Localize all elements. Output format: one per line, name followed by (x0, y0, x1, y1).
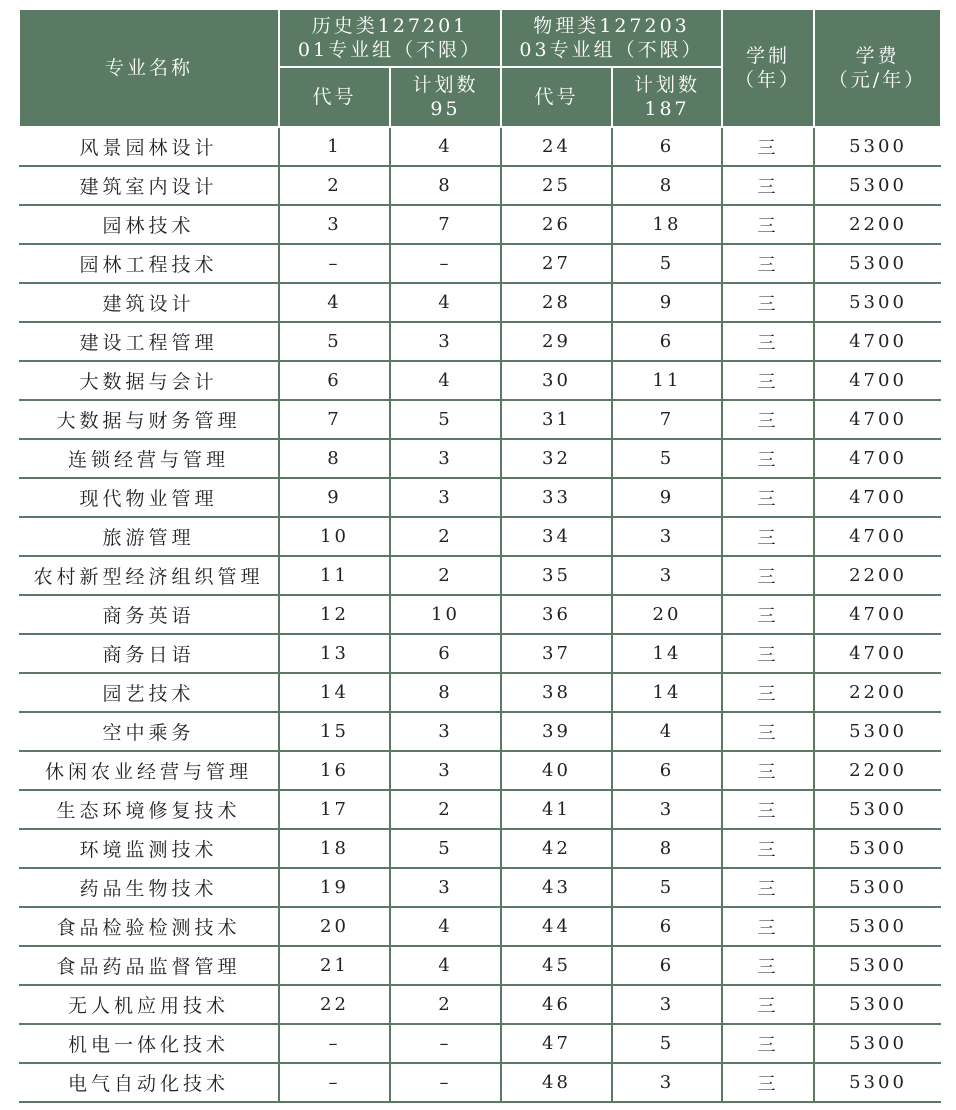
fee-cell: 2200 (814, 205, 941, 244)
history-code-cell: 16 (279, 751, 390, 790)
history-plan-cell: 3 (390, 751, 501, 790)
table-row (19, 244, 941, 283)
years-cell: 三 (722, 556, 814, 595)
history-code-cell: 8 (279, 439, 390, 478)
years-cell: 三 (722, 829, 814, 868)
fee-cell: 4700 (814, 322, 941, 361)
physics-plan-cell: 9 (612, 283, 722, 322)
major-name-cell: 建筑设计 (19, 283, 279, 322)
table-row (19, 283, 941, 322)
major-name-cell: 商务英语 (19, 595, 279, 634)
major-name-cell: 食品药品监督管理 (19, 946, 279, 985)
history-plan-cell: 7 (390, 205, 501, 244)
table-row (19, 595, 941, 634)
fee-cell: 2200 (814, 673, 941, 712)
history-code-cell: – (279, 1024, 390, 1063)
major-name-cell: 休闲农业经营与管理 (19, 751, 279, 790)
history-code-cell: – (279, 1063, 390, 1102)
years-cell: 三 (722, 283, 814, 322)
history-code-cell: 19 (279, 868, 390, 907)
header-physics-group (501, 9, 722, 67)
major-name-cell: 环境监测技术 (19, 829, 279, 868)
table-row (19, 1024, 941, 1063)
table-row (19, 634, 941, 673)
physics-plan-cell: 3 (612, 790, 722, 829)
years-cell: 三 (722, 946, 814, 985)
physics-plan-total: 187 (644, 98, 690, 120)
table-row (19, 673, 941, 712)
table-row (19, 907, 941, 946)
table-row (19, 478, 941, 517)
physics-code-cell: 26 (501, 205, 612, 244)
history-code-cell: 5 (279, 322, 390, 361)
history-plan-cell: 5 (390, 829, 501, 868)
table-row (19, 751, 941, 790)
years-cell: 三 (722, 205, 814, 244)
table-header (19, 9, 941, 127)
history-plan-cell: 4 (390, 907, 501, 946)
physics-code-cell: 28 (501, 283, 612, 322)
fee-cell: 5300 (814, 985, 941, 1024)
fee-cell: 5300 (814, 907, 941, 946)
history-plan-cell: 5 (390, 400, 501, 439)
physics-plan-cell: 11 (612, 361, 722, 400)
header-years (722, 9, 814, 127)
fee-cell: 5300 (814, 790, 941, 829)
history-plan-label: 计划数 (412, 74, 479, 96)
physics-plan-cell: 9 (612, 478, 722, 517)
history-plan-cell: 8 (390, 673, 501, 712)
years-cell: 三 (722, 244, 814, 283)
header-physics-code: 代号 (501, 67, 612, 127)
history-code-cell: 17 (279, 790, 390, 829)
history-plan-cell: 4 (390, 361, 501, 400)
physics-plan-cell: 6 (612, 907, 722, 946)
history-code-cell: 3 (279, 205, 390, 244)
years-cell: 三 (722, 907, 814, 946)
years-cell: 三 (722, 868, 814, 907)
history-code-cell: 2 (279, 166, 390, 205)
physics-plan-cell: 8 (612, 829, 722, 868)
physics-code-cell: 43 (501, 868, 612, 907)
fee-cell: 4700 (814, 400, 941, 439)
years-cell: 三 (722, 985, 814, 1024)
history-code-cell: 7 (279, 400, 390, 439)
physics-plan-cell: 6 (612, 322, 722, 361)
physics-code-cell: 41 (501, 790, 612, 829)
years-cell: 三 (722, 127, 814, 166)
major-name-cell: 建筑室内设计 (19, 166, 279, 205)
physics-code-cell: 38 (501, 673, 612, 712)
history-plan-cell: 3 (390, 322, 501, 361)
fee-cell: 4700 (814, 595, 941, 634)
fee-cell: 2200 (814, 556, 941, 595)
history-plan-cell: 4 (390, 127, 501, 166)
physics-plan-label: 计划数 (633, 74, 700, 96)
table-row (19, 322, 941, 361)
history-code-cell: 1 (279, 127, 390, 166)
years-cell: 三 (722, 361, 814, 400)
physics-plan-cell: 6 (612, 946, 722, 985)
major-name-cell: 生态环境修复技术 (19, 790, 279, 829)
fee-label: 学费 (855, 45, 900, 67)
years-cell: 三 (722, 595, 814, 634)
major-name-cell: 大数据与会计 (19, 361, 279, 400)
years-cell: 三 (722, 751, 814, 790)
fee-cell: 4700 (814, 517, 941, 556)
history-plan-cell: 10 (390, 595, 501, 634)
physics-code-cell: 46 (501, 985, 612, 1024)
fee-cell: 4700 (814, 634, 941, 673)
table-row (19, 127, 941, 166)
physics-code-cell: 48 (501, 1063, 612, 1102)
physics-plan-cell: 14 (612, 634, 722, 673)
physics-code-cell: 32 (501, 439, 612, 478)
years-cell: 三 (722, 673, 814, 712)
history-plan-cell: 2 (390, 985, 501, 1024)
major-name-cell: 风景园林设计 (19, 127, 279, 166)
physics-plan-cell: 3 (612, 556, 722, 595)
physics-group-subtitle: 03专业组（不限） (519, 39, 704, 61)
table-body (19, 127, 941, 1102)
physics-code-cell: 39 (501, 712, 612, 751)
major-name-cell: 食品检验检测技术 (19, 907, 279, 946)
history-plan-cell: 8 (390, 166, 501, 205)
physics-plan-cell: 3 (612, 985, 722, 1024)
years-cell: 三 (722, 517, 814, 556)
fee-cell: 4700 (814, 361, 941, 400)
years-cell: 三 (722, 322, 814, 361)
table-row (19, 517, 941, 556)
major-name-cell: 无人机应用技术 (19, 985, 279, 1024)
table-row (19, 166, 941, 205)
table-row (19, 985, 941, 1024)
major-name-cell: 园艺技术 (19, 673, 279, 712)
major-name-cell: 电气自动化技术 (19, 1063, 279, 1102)
enrollment-plan-table (18, 8, 942, 1103)
physics-plan-cell: 4 (612, 712, 722, 751)
history-plan-cell: – (390, 244, 501, 283)
physics-code-cell: 44 (501, 907, 612, 946)
physics-code-cell: 29 (501, 322, 612, 361)
major-name-cell: 机电一体化技术 (19, 1024, 279, 1063)
years-cell: 三 (722, 478, 814, 517)
physics-code-cell: 40 (501, 751, 612, 790)
history-plan-cell: 3 (390, 712, 501, 751)
history-plan-cell: 6 (390, 634, 501, 673)
fee-cell: 5300 (814, 829, 941, 868)
years-cell: 三 (722, 400, 814, 439)
fee-cell: 5300 (814, 868, 941, 907)
years-cell: 三 (722, 790, 814, 829)
history-code-cell: 11 (279, 556, 390, 595)
years-cell: 三 (722, 439, 814, 478)
years-cell: 三 (722, 1063, 814, 1102)
history-code-cell: 12 (279, 595, 390, 634)
history-code-cell: 18 (279, 829, 390, 868)
history-plan-cell: 3 (390, 868, 501, 907)
history-code-cell: 22 (279, 985, 390, 1024)
physics-code-cell: 36 (501, 595, 612, 634)
table-row (19, 829, 941, 868)
fee-unit: （元/年） (828, 69, 927, 91)
years-cell: 三 (722, 712, 814, 751)
fee-cell: 5300 (814, 166, 941, 205)
table-row (19, 556, 941, 595)
fee-cell: 5300 (814, 712, 941, 751)
fee-cell: 5300 (814, 244, 941, 283)
table-row (19, 205, 941, 244)
physics-plan-cell: 5 (612, 439, 722, 478)
header-physics-plan (612, 67, 722, 127)
physics-code-cell: 45 (501, 946, 612, 985)
header-history-plan (390, 67, 501, 127)
years-cell: 三 (722, 166, 814, 205)
physics-group-title: 物理类127203 (533, 15, 690, 37)
history-group-title: 历史类127201 (311, 15, 469, 37)
history-group-subtitle: 01专业组（不限） (297, 39, 483, 61)
history-code-cell: 14 (279, 673, 390, 712)
physics-plan-cell: 6 (612, 751, 722, 790)
fee-cell: 2200 (814, 751, 941, 790)
physics-code-cell: 34 (501, 517, 612, 556)
fee-cell: 5300 (814, 1024, 941, 1063)
table-row (19, 1063, 941, 1102)
history-code-cell: 10 (279, 517, 390, 556)
physics-plan-cell: 6 (612, 127, 722, 166)
header-history-group (279, 9, 501, 67)
physics-code-cell: 24 (501, 127, 612, 166)
physics-code-cell: 47 (501, 1024, 612, 1063)
header-fee (814, 9, 941, 127)
physics-plan-cell: 5 (612, 244, 722, 283)
physics-code-cell: 33 (501, 478, 612, 517)
physics-plan-cell: 7 (612, 400, 722, 439)
table-row (19, 790, 941, 829)
years-cell: 三 (722, 1024, 814, 1063)
header-history-code: 代号 (279, 67, 390, 127)
header-major-name: 专业名称 (19, 9, 279, 127)
history-code-cell: 9 (279, 478, 390, 517)
fee-cell: 5300 (814, 283, 941, 322)
physics-plan-cell: 18 (612, 205, 722, 244)
major-name-cell: 农村新型经济组织管理 (19, 556, 279, 595)
table-row (19, 400, 941, 439)
major-name-cell: 现代物业管理 (19, 478, 279, 517)
physics-code-cell: 42 (501, 829, 612, 868)
years-unit: （年） (734, 69, 801, 91)
fee-cell: 5300 (814, 1063, 941, 1102)
physics-plan-cell: 3 (612, 517, 722, 556)
history-plan-cell: 2 (390, 790, 501, 829)
history-code-cell: 15 (279, 712, 390, 751)
major-name-cell: 园林技术 (19, 205, 279, 244)
history-code-cell: 6 (279, 361, 390, 400)
history-plan-cell: – (390, 1024, 501, 1063)
physics-code-cell: 37 (501, 634, 612, 673)
years-cell: 三 (722, 634, 814, 673)
history-plan-cell: 4 (390, 283, 501, 322)
table-row (19, 868, 941, 907)
fee-cell: 4700 (814, 439, 941, 478)
physics-code-cell: 30 (501, 361, 612, 400)
major-name-cell: 旅游管理 (19, 517, 279, 556)
history-plan-cell: 2 (390, 556, 501, 595)
physics-code-cell: 35 (501, 556, 612, 595)
physics-plan-cell: 14 (612, 673, 722, 712)
major-name-cell: 商务日语 (19, 634, 279, 673)
history-code-cell: 13 (279, 634, 390, 673)
physics-code-cell: 25 (501, 166, 612, 205)
table-row (19, 712, 941, 751)
history-plan-total: 95 (430, 98, 461, 120)
major-name-cell: 空中乘务 (19, 712, 279, 751)
physics-plan-cell: 8 (612, 166, 722, 205)
major-name-cell: 大数据与财务管理 (19, 400, 279, 439)
physics-plan-cell: 20 (612, 595, 722, 634)
physics-plan-cell: 5 (612, 1024, 722, 1063)
fee-cell: 4700 (814, 478, 941, 517)
years-label: 学制 (745, 45, 790, 67)
major-name-cell: 药品生物技术 (19, 868, 279, 907)
physics-code-cell: 27 (501, 244, 612, 283)
table-row (19, 439, 941, 478)
fee-cell: 5300 (814, 946, 941, 985)
major-name-cell: 连锁经营与管理 (19, 439, 279, 478)
history-plan-cell: 3 (390, 478, 501, 517)
table-row (19, 946, 941, 985)
physics-code-cell: 31 (501, 400, 612, 439)
history-plan-cell: 4 (390, 946, 501, 985)
major-name-cell: 建设工程管理 (19, 322, 279, 361)
history-plan-cell: – (390, 1063, 501, 1102)
history-code-cell: 21 (279, 946, 390, 985)
history-code-cell: 4 (279, 283, 390, 322)
physics-plan-cell: 3 (612, 1063, 722, 1102)
history-plan-cell: 3 (390, 439, 501, 478)
history-code-cell: – (279, 244, 390, 283)
history-plan-cell: 2 (390, 517, 501, 556)
major-name-cell: 园林工程技术 (19, 244, 279, 283)
fee-cell: 5300 (814, 127, 941, 166)
physics-plan-cell: 5 (612, 868, 722, 907)
table-row (19, 361, 941, 400)
history-code-cell: 20 (279, 907, 390, 946)
